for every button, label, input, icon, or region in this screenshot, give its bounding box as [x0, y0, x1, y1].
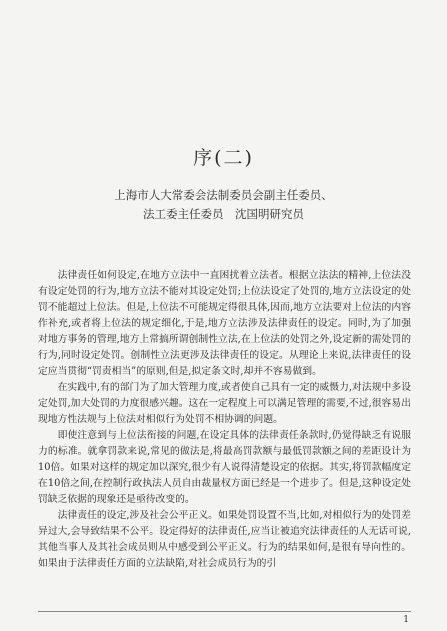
- page-title: 序(二): [193, 147, 254, 169]
- paragraph: 即使注意到与上位法衔接的问题,在设定具体的法律责任条款时,仍觉得缺乏有说服力的标准。就拿罚款来说,常见的做法是,将最高罚款额与最低罚款额之间的差距设计为10倍。如果对这样的规定加以深究,很少有人说得清楚设定的依据。其实,将罚款幅度定在10倍之间,在控制行政执法人员自由裁量权方面已经是一个进步了。但是,这种设定处罚缺乏依据的现象还是亟待改变的。: [38, 430, 411, 505]
- author-affiliation: 上海市人大常委会法制委员会副主任委员、: [114, 188, 333, 202]
- footer-divider: [38, 611, 411, 612]
- paragraph: 法律责任如何设定,在地方立法中一直困扰着立法者。根据立法法的精神,上位法没有设定处罚的行为,地方立法不能对其设定处罚;上位法设定了处罚的,地方立法设定的处罚不能超过上位法。但是,上位法不可能规定得很具体,因而,地方立法要对上位法的内容作补充,或者将上位法的规定细化,于是,地方立法涉及法律责任的设定。同时,为了加强对地方事务的管理,地方上常搞所谓创制性立法,在上位法的处罚之外,设定新的需处罚的行为,同时设定处罚。创制性立法更涉及法律责任的设定。从理论上来说,法律责任的设定应当贯彻“罚责相当”的原则,但是,拟定条文时,却并不容易做到。: [38, 270, 411, 377]
- body-text: [38, 268, 411, 572]
- paragraph: 在实践中,有的部门为了加大管理力度,或者使自己具有一定的威慑力,对法规中多设定处罚,加大处罚的力度很感兴趣。这在一定程度上可以满足管理的需要,不过,很容易出现地方性法规与上位法对相似行为处罚不相协调的问题。: [38, 382, 411, 425]
- author-name-line: 法工委主任委员 沈国明研究员: [143, 207, 304, 221]
- page-number: 1: [403, 615, 409, 625]
- paragraph: 法律责任的设定,涉及社会公平正义。如果处罚设置不当,比如,对相似行为的处罚差异过大,会导致结果不公平。设定得好的法律责任,应当让被追究法律责任的人无话可说,其他当事人及其社会成员则从中感受到公平正义。行为的结果如何,是很有导向性的。如果由于法律责任方面的立法缺陷,对社会成员行为的引: [38, 510, 411, 569]
